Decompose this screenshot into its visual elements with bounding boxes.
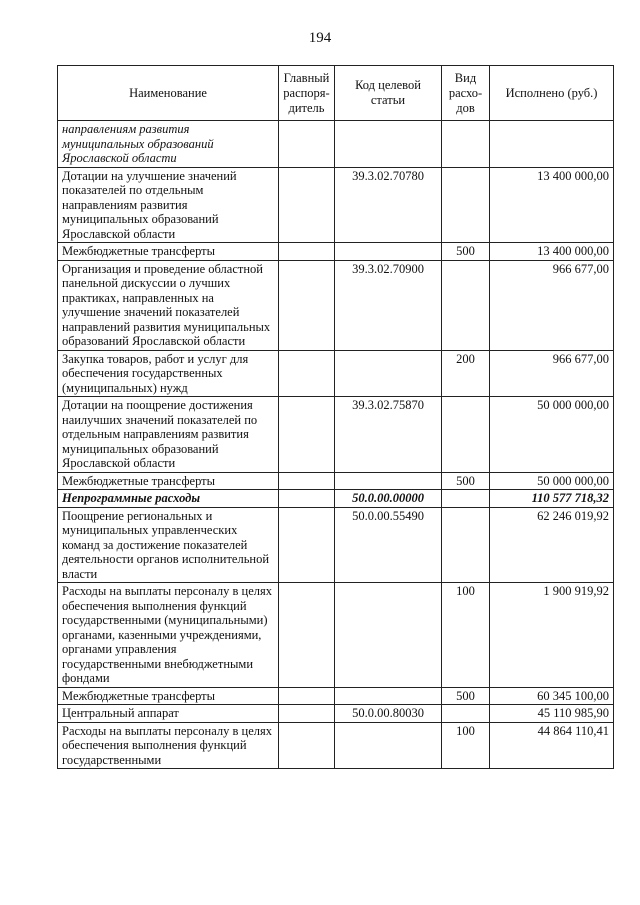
budget-table (57, 65, 614, 769)
row-executed-cell: 13 400 000,00 (490, 243, 614, 261)
row-expense-type-cell (442, 705, 490, 723)
row-name-cell: Дотации на улучшение значений показателей по отдельным направлениям развития муниципальных образований Ярославской области (58, 167, 279, 243)
row-target-code-cell (335, 243, 442, 261)
table-row (58, 687, 614, 705)
row-name-cell: Межбюджетные трансферты (58, 243, 279, 261)
table-row (58, 167, 614, 243)
row-manager-cell (279, 167, 335, 243)
row-target-code-cell (335, 472, 442, 490)
row-expense-type-cell (442, 121, 490, 168)
table-row (58, 243, 614, 261)
table-row (58, 705, 614, 723)
row-executed-cell: 966 677,00 (490, 260, 614, 350)
row-manager-cell (279, 722, 335, 769)
column-header-target-code: Код целевой статьи (335, 66, 442, 121)
row-target-code-cell (335, 121, 442, 168)
row-name-cell: Межбюджетные трансферты (58, 472, 279, 490)
row-target-code-cell (335, 583, 442, 688)
row-target-code-cell (335, 687, 442, 705)
row-expense-type-cell: 100 (442, 722, 490, 769)
page-number: 194 (308, 30, 332, 46)
row-expense-type-cell: 500 (442, 472, 490, 490)
row-expense-type-cell (442, 260, 490, 350)
row-manager-cell (279, 583, 335, 688)
row-executed-cell: 13 400 000,00 (490, 167, 614, 243)
row-name-cell: направлениям развития муниципальных образований Ярославской области (58, 121, 279, 168)
row-target-code-cell: 39.3.02.75870 (335, 397, 442, 473)
row-executed-cell: 50 000 000,00 (490, 472, 614, 490)
table-row (58, 397, 614, 473)
row-manager-cell (279, 121, 335, 168)
row-name-cell: Дотации на поощрение достижения наилучших значений показателей по отдельным направлениям развития муниципальных образований Ярославской области (58, 397, 279, 473)
row-name-cell: Расходы на выплаты персоналу в целях обеспечения выполнения функций государственными (муниципальными) органами, казенными учреждениями, органами управления государственными внебюджетными фондами (58, 583, 279, 688)
table-row (58, 260, 614, 350)
column-header-expense-type: Вид расхо-дов (442, 66, 490, 121)
row-target-code-cell: 39.3.02.70780 (335, 167, 442, 243)
table-row (58, 722, 614, 769)
row-expense-type-cell (442, 490, 490, 508)
row-name-cell: Поощрение региональных и муниципальных управленческих команд за достижение показателей деятельности органов исполнительной власти (58, 507, 279, 583)
row-name-cell: Центральный аппарат (58, 705, 279, 723)
column-header-executed: Исполнено (руб.) (490, 66, 614, 121)
row-executed-cell: 62 246 019,92 (490, 507, 614, 583)
row-expense-type-cell: 500 (442, 243, 490, 261)
row-manager-cell (279, 687, 335, 705)
column-header-name: Наименование (58, 66, 279, 121)
row-name-cell: Расходы на выплаты персоналу в целях обеспечения выполнения функций государственными (58, 722, 279, 769)
row-expense-type-cell (442, 167, 490, 243)
row-expense-type-cell (442, 397, 490, 473)
row-target-code-cell: 39.3.02.70900 (335, 260, 442, 350)
table-row (58, 583, 614, 688)
row-executed-cell (490, 121, 614, 168)
row-executed-cell: 50 000 000,00 (490, 397, 614, 473)
row-manager-cell (279, 350, 335, 397)
row-target-code-cell: 50.0.00.80030 (335, 705, 442, 723)
row-manager-cell (279, 490, 335, 508)
row-manager-cell (279, 260, 335, 350)
table-row (58, 490, 614, 508)
column-header-main-manager: Главный распоря-дитель (279, 66, 335, 121)
row-name-cell: Непрограммные расходы (58, 490, 279, 508)
row-manager-cell (279, 472, 335, 490)
row-manager-cell (279, 397, 335, 473)
table-row (58, 507, 614, 583)
row-target-code-cell (335, 350, 442, 397)
row-expense-type-cell: 500 (442, 687, 490, 705)
row-manager-cell (279, 705, 335, 723)
row-executed-cell: 60 345 100,00 (490, 687, 614, 705)
row-name-cell: Межбюджетные трансферты (58, 687, 279, 705)
row-target-code-cell: 50.0.00.00000 (335, 490, 442, 508)
row-executed-cell: 966 677,00 (490, 350, 614, 397)
row-manager-cell (279, 243, 335, 261)
row-executed-cell: 45 110 985,90 (490, 705, 614, 723)
row-expense-type-cell: 200 (442, 350, 490, 397)
table-header-row (58, 66, 614, 121)
table-body (58, 121, 614, 769)
row-target-code-cell (335, 722, 442, 769)
table-row (58, 350, 614, 397)
row-name-cell: Закупка товаров, работ и услуг для обеспечения государственных (муниципальных) нужд (58, 350, 279, 397)
row-executed-cell: 44 864 110,41 (490, 722, 614, 769)
row-name-cell: Организация и проведение областной панельной дискуссии о лучших практиках, направленных на улучшение значений показателей направлений развития муниципальных образований Ярославской области (58, 260, 279, 350)
row-manager-cell (279, 507, 335, 583)
table-row (58, 472, 614, 490)
row-executed-cell: 110 577 718,32 (490, 490, 614, 508)
table-row (58, 121, 614, 168)
row-target-code-cell: 50.0.00.55490 (335, 507, 442, 583)
row-expense-type-cell (442, 507, 490, 583)
row-expense-type-cell: 100 (442, 583, 490, 688)
row-executed-cell: 1 900 919,92 (490, 583, 614, 688)
